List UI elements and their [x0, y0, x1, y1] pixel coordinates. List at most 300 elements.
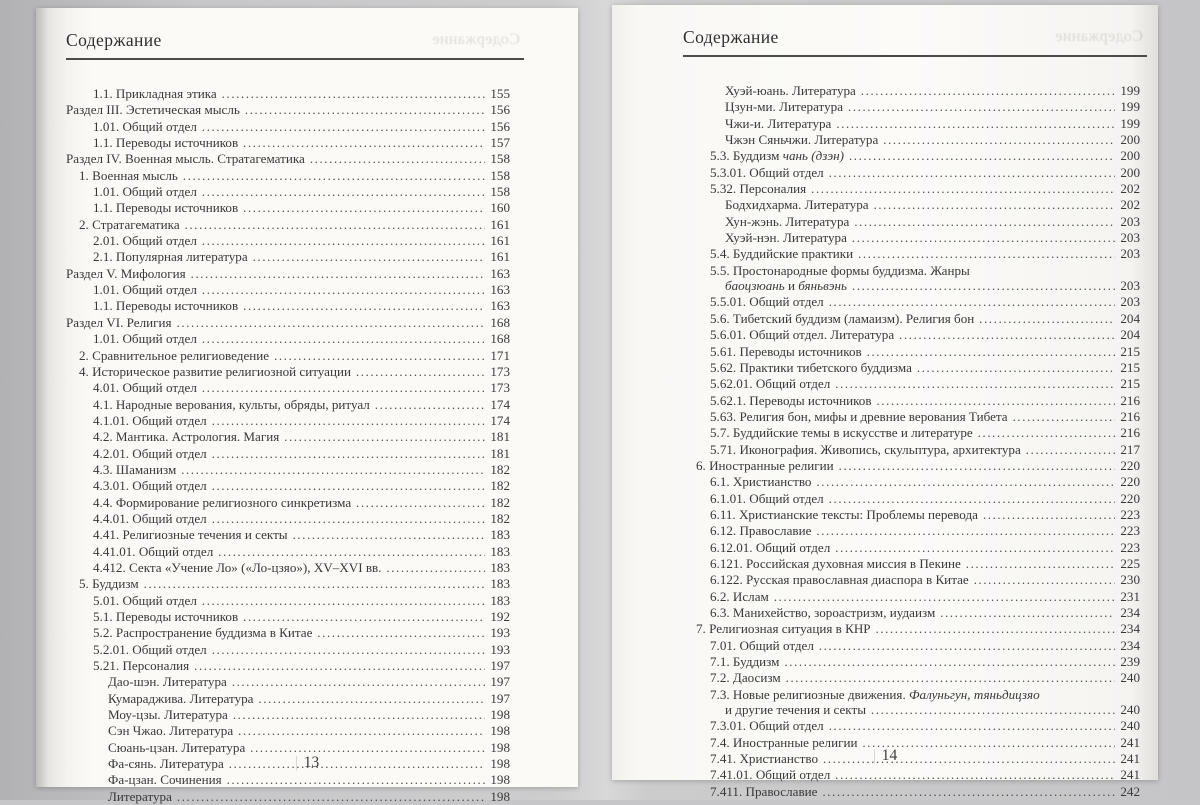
dot-leader [784, 654, 1115, 670]
toc-entry-page: 215 [1120, 376, 1140, 392]
page-header-title [683, 27, 1147, 57]
toc-entry-label: и другие течения и секты [725, 702, 867, 718]
toc-entry [683, 278, 1140, 294]
toc-entry-page: 158 [490, 184, 510, 200]
dot-leader [222, 86, 486, 102]
toc-entry-label: 6.11. Христианские тексты: Проблемы перевода [710, 506, 978, 522]
toc-entry-label: Чжи-и. Литература [725, 115, 832, 131]
toc-entry-label: 5. Буддизм [79, 576, 139, 592]
toc-entry-page: 217 [1120, 441, 1140, 457]
toc-entry-label: Бодхидхарма. Литература [725, 197, 869, 213]
toc-entry [66, 364, 510, 380]
toc-entry [66, 282, 510, 298]
toc-entry [683, 670, 1140, 686]
toc-entry [683, 556, 1140, 572]
header-title-text: Содержание [66, 30, 162, 50]
toc-entry [683, 784, 1140, 800]
dot-leader [177, 315, 486, 331]
dot-leader [202, 282, 485, 298]
toc-entry [683, 181, 1140, 197]
toc-entry-label: 7. Религиозная ситуация в КНР [696, 621, 871, 637]
toc-entry-page: 155 [490, 86, 510, 101]
toc-entry [66, 298, 510, 314]
toc-entry-label: 5.4. Буддийские практики [710, 246, 854, 262]
right-page-text-block [683, 27, 1147, 800]
toc-entry [66, 266, 510, 282]
toc-entry-page: 198 [490, 772, 510, 788]
toc-entry-page: 216 [1120, 408, 1140, 424]
toc-entry [683, 294, 1140, 310]
dot-leader [829, 165, 1116, 181]
dot-leader [974, 572, 1116, 588]
dot-leader [243, 609, 485, 625]
toc-entry [683, 425, 1140, 441]
toc-entry-page: 223 [1120, 523, 1140, 539]
dot-leader [811, 181, 1115, 197]
dot-leader [829, 294, 1116, 310]
toc-entry [683, 230, 1140, 246]
dot-leader [245, 102, 485, 118]
toc-entry-label: 6.1. Христианство [710, 474, 812, 490]
toc-entry-label: Хуэй-юань. Литература [725, 83, 856, 98]
dot-leader [979, 311, 1115, 327]
toc-entry-label: 6. Иностранные религии [696, 457, 834, 473]
toc-entry [66, 478, 510, 494]
toc-entry-page: 192 [490, 609, 510, 624]
toc-entry-label: 4.1. Народные верования, культы, обряды, ритуал [93, 396, 370, 412]
dot-leader [232, 674, 486, 690]
toc-entry-page: 168 [490, 314, 510, 330]
folio-page-number: 14 [881, 747, 898, 764]
dot-leader [356, 364, 485, 380]
toc-entry-page: 181 [490, 429, 510, 445]
toc-entry-label: 5.21. Персоналия [93, 658, 190, 674]
toc-entry-label: 7.01. Общий отдел [710, 637, 814, 653]
dot-leader [194, 658, 485, 674]
toc-entry [683, 116, 1140, 132]
toc-entry-label: 4.3.01. Общий отдел [93, 478, 207, 494]
toc-entry-page: 161 [490, 233, 510, 249]
toc-entry-label: 4.2. Мантика. Астрология. Магия [93, 429, 280, 445]
toc-entry [683, 311, 1140, 327]
toc-entry-page: 241 [1120, 751, 1140, 767]
dot-leader [317, 625, 485, 641]
toc-entry-page: 220 [1120, 490, 1140, 506]
left-page-scan [36, 8, 578, 804]
toc-entry [683, 702, 1140, 718]
toc-entry-label: Фа-сянь. Литература [108, 756, 224, 772]
dot-leader [212, 446, 486, 462]
toc-entry-label: 1.1. Переводы источников [93, 200, 239, 216]
toc-entry [683, 214, 1140, 230]
toc-entry [66, 446, 510, 462]
toc-entry [66, 593, 510, 609]
dot-leader [867, 344, 1116, 360]
dot-leader [243, 200, 485, 216]
toc-entry-label: 4.4. Формирование религиозного синкретизма [93, 494, 352, 510]
toc-entry [66, 249, 510, 265]
toc-entry-label: Раздел III. Эстетическая мысль [66, 102, 240, 118]
dot-leader [238, 723, 485, 739]
toc-entry-page: 193 [490, 641, 510, 657]
toc-entry-page: 241 [1120, 767, 1140, 783]
toc-entry [66, 527, 510, 543]
toc-entry-label: Сюань-цзан. Литература [108, 739, 246, 755]
dot-leader [191, 266, 486, 282]
toc-entry-page: 240 [1120, 670, 1140, 686]
toc-entry [66, 119, 510, 135]
toc-entry-label: Хуэй-нэн. Литература [725, 230, 847, 246]
toc-entry-label: 5.2.01. Общий отдел [93, 641, 207, 657]
toc-entry-label: 7.4. Иностранные религии [710, 734, 858, 750]
toc-entry-label: 1.01. Общий отдел [93, 282, 197, 298]
toc-entry-page: 183 [490, 559, 510, 575]
toc-entry-label: 2.01. Общий отдел [93, 233, 197, 249]
toc-entry-page: 173 [490, 363, 510, 379]
toc-entry-label: 6.2. Ислам [710, 588, 769, 604]
dot-leader [829, 491, 1116, 507]
toc-entry-label: 5.62.1. Переводы источников [710, 392, 872, 408]
toc-entry [683, 540, 1140, 556]
toc-entry-page: 197 [490, 690, 510, 706]
toc-entry-page: 174 [490, 396, 510, 412]
folio-bleedthrough-ghost: | [872, 747, 876, 764]
toc-entry-page: 223 [1120, 539, 1140, 555]
dot-leader [835, 540, 1115, 556]
toc-entry-label: 7.3.01. Общий отдел [710, 718, 824, 734]
toc-entry-page: 174 [490, 412, 510, 428]
toc-entry [66, 184, 510, 200]
dot-leader [183, 168, 485, 184]
toc-entry-label: 7.1. Буддизм [710, 654, 780, 670]
toc-entry [683, 572, 1140, 588]
folio [36, 754, 578, 772]
toc-entry [683, 99, 1140, 115]
dot-leader [375, 397, 486, 413]
toc-entry-label: Фа-цзан. Сочинения [108, 772, 222, 788]
toc-entry-page: 182 [490, 510, 510, 526]
toc-entry [66, 151, 510, 167]
toc-entry-label: 7.41.01. Общий отдел [710, 767, 831, 783]
toc-entry-page: 173 [490, 380, 510, 396]
toc-entry [66, 380, 510, 396]
toc-entry [683, 263, 1140, 278]
toc-entry [683, 442, 1140, 458]
header-bleedthrough-ghost: Содержание [432, 31, 520, 48]
dot-leader [876, 621, 1116, 637]
dot-leader [854, 214, 1115, 230]
toc-entry-label: 6.3. Манихейство, зороастризм, иудаизм [710, 605, 936, 620]
toc-entry-label: 7.3. Новые религиозные движения. Фалуньгун, тяньдицзяо [710, 686, 1040, 702]
toc-entry-label: 6.12. Православие [710, 523, 812, 539]
toc-entry [683, 474, 1140, 490]
toc-entry-label: Литература [108, 788, 172, 804]
toc-entry-label: 5.62. Практики тибетского буддизма [710, 359, 912, 375]
toc-entry-label: 6.12.01. Общий отдел [710, 539, 831, 555]
toc-entry-page: 203 [1120, 246, 1140, 262]
toc-entry-page: 182 [490, 494, 510, 510]
toc-entry-label: Раздел VI. Религия [66, 314, 172, 330]
toc-entry-page: 163 [490, 265, 510, 281]
toc-entry-page: 198 [490, 723, 510, 739]
toc-entry-page: 158 [490, 167, 510, 183]
toc-entry [683, 246, 1140, 262]
toc-entry-label: 1.1. Переводы источников [93, 298, 239, 314]
toc-entry [66, 102, 510, 118]
toc-entry-label: 1.1. Переводы источников [93, 135, 239, 151]
toc-entry-label: 5.5.01. Общий отдел [710, 294, 824, 310]
toc-entry [66, 707, 510, 723]
dot-leader [202, 119, 485, 135]
dot-leader [835, 376, 1115, 392]
dot-leader [202, 593, 485, 609]
toc-entry-label: 5.1. Переводы источников [93, 609, 239, 624]
dot-leader [839, 458, 1116, 474]
toc-entry-page: 225 [1120, 555, 1140, 571]
toc-entry-label: 4.4.01. Общий отдел [93, 510, 207, 526]
dot-leader [940, 605, 1115, 621]
toc-entry-page: 183 [490, 576, 510, 592]
header-bleedthrough-ghost: Содержание [1055, 28, 1143, 45]
toc-entry-page: 204 [1120, 327, 1140, 343]
toc-entry-label: 7.41. Христианство [710, 751, 819, 767]
page-header-title [66, 30, 524, 60]
toc-entry-label: 5.2. Распространение буддизма в Китае [93, 625, 313, 641]
toc-entry [683, 393, 1140, 409]
dot-leader [786, 670, 1116, 686]
toc-entry-page: 193 [490, 625, 510, 641]
toc-entry-label: 5.61. Переводы источников [710, 343, 862, 359]
toc-entry-page: 182 [490, 478, 510, 494]
toc-entry-page: 202 [1120, 181, 1140, 197]
toc-entry [66, 397, 510, 413]
toc-entry-label: 6.121. Российская духовная миссия в Пекине [710, 555, 961, 571]
toc-entry-page: 234 [1120, 637, 1140, 653]
toc-entry-label: 5.5. Простонародные формы буддизма. Жанры [710, 262, 970, 278]
toc-entry [66, 772, 510, 788]
dot-leader [774, 589, 1116, 605]
toc-entry-page: 203 [1120, 213, 1140, 229]
toc-entry-page: 199 [1120, 99, 1140, 115]
toc-entry-page: 220 [1120, 457, 1140, 473]
dot-leader [877, 393, 1116, 409]
dot-leader [212, 642, 486, 658]
toc-entry [66, 233, 510, 249]
toc-entry-label: Хун-жэнь. Литература [725, 213, 850, 229]
dot-leader [185, 217, 486, 233]
toc-entry-label: 5.7. Буддийские темы в искусстве и литературе [710, 425, 973, 441]
toc-entry [683, 589, 1140, 605]
toc-entry [66, 691, 510, 707]
toc-entry-page: 161 [490, 249, 510, 265]
dot-leader [202, 184, 485, 200]
toc-entry-page: 223 [1120, 506, 1140, 522]
dot-leader [293, 527, 486, 543]
toc-entry [66, 462, 510, 478]
toc-entry [66, 674, 510, 690]
dot-leader [983, 507, 1115, 523]
toc-entry-label: Сэн Чжао. Литература [108, 723, 234, 739]
dot-leader [819, 638, 1115, 654]
toc-entry [66, 544, 510, 560]
toc-entry-page: 171 [490, 347, 510, 363]
toc-entry [683, 132, 1140, 148]
dot-leader [966, 556, 1116, 572]
dot-leader [899, 327, 1115, 343]
toc-entry-page: 231 [1120, 588, 1140, 604]
toc-entry [683, 523, 1140, 539]
toc-entry-label: 2. Стратагематика [79, 216, 180, 232]
dot-leader [274, 348, 485, 364]
dot-leader [874, 197, 1116, 213]
toc-entry-label: 4.412. Секта «Учение Ло» («Ло-цзяо»), XV–XVI вв. [93, 559, 382, 575]
toc-entry-page: 240 [1120, 702, 1140, 718]
toc-entry-label: 1. Военная мысль [79, 167, 178, 183]
toc-entry-label: 5.6. Тибетский буддизм (ламаизм). Религия бон [710, 310, 975, 326]
toc-entry-page: 216 [1120, 425, 1140, 441]
toc-entry [66, 200, 510, 216]
toc-entry-label: 4.1.01. Общий отдел [93, 412, 207, 428]
toc-entry-page: 157 [490, 135, 510, 151]
toc-entry-label: 2. Сравнительное религиоведение [79, 347, 270, 363]
toc-entry-page: 160 [490, 200, 510, 216]
dot-leader [253, 249, 486, 265]
toc-entry-page: 215 [1120, 359, 1140, 375]
dot-leader [212, 413, 486, 429]
dot-leader [212, 511, 486, 527]
toc-entry-label: 5.6.01. Общий отдел. Литература [710, 327, 895, 343]
toc-entry-page: 168 [490, 331, 510, 347]
toc-entry-label: 7.2. Даосизм [710, 670, 781, 686]
toc-entry-page: 230 [1120, 572, 1140, 588]
dot-leader [861, 83, 1116, 99]
toc-entry-page: 215 [1120, 343, 1140, 359]
toc-entry-label: Цзун-ми. Литература [725, 99, 844, 115]
toc-entry [66, 331, 510, 347]
toc-entry-label: 5.01. Общий отдел [93, 592, 197, 608]
toc-entry [683, 165, 1140, 181]
toc-entry-page: 200 [1120, 132, 1140, 148]
folio-bleedthrough-ghost: | [294, 754, 298, 771]
toc-entry [683, 148, 1140, 164]
toc-entry-label: 4.01. Общий отдел [93, 380, 197, 396]
dot-leader [310, 151, 486, 167]
toc-entry [683, 458, 1140, 474]
dot-leader [883, 132, 1115, 148]
dot-leader [871, 702, 1115, 718]
toc-entry [66, 429, 510, 445]
toc-entry [683, 687, 1140, 702]
toc-entry-page: 163 [490, 282, 510, 298]
dot-leader [218, 544, 485, 560]
toc-entry-page: 203 [1120, 230, 1140, 246]
toc-entry [66, 625, 510, 641]
toc-entry [683, 621, 1140, 637]
toc-entry-label: 1.1. Прикладная этика [93, 86, 217, 101]
toc-entry-label: 7.411. Православие [710, 783, 818, 799]
dot-leader [243, 135, 485, 151]
dot-leader [243, 298, 485, 314]
toc-entry-label: 5.3.01. Общий отдел [710, 164, 824, 180]
dot-leader [227, 772, 486, 788]
toc-entry [66, 86, 510, 102]
toc-entry-page: 220 [1120, 474, 1140, 490]
toc-entry-page: 158 [490, 151, 510, 167]
toc-entry-label: 4.41.01. Общий отдел [93, 543, 214, 559]
dot-leader [356, 495, 485, 511]
toc-entry [66, 642, 510, 658]
toc-entry-page: 163 [490, 298, 510, 314]
toc-entry-page: 198 [490, 788, 510, 804]
dot-leader [848, 99, 1115, 115]
toc-entry-page: 239 [1120, 654, 1140, 670]
toc-entry [683, 767, 1140, 783]
dot-leader [978, 425, 1116, 441]
toc-entry-page: 183 [490, 543, 510, 559]
toc-entry-label: Кумараджива. Литература [108, 690, 254, 706]
toc-entry [66, 789, 510, 805]
toc-entry [683, 327, 1140, 343]
dot-leader [849, 148, 1115, 164]
toc-entry-page: 181 [490, 445, 510, 461]
toc-entry [66, 135, 510, 151]
toc-entry-page: 197 [490, 674, 510, 690]
toc-entry-label: Моу-цзы. Литература [108, 707, 228, 723]
folio-page-number: 13 [303, 754, 320, 771]
toc-entry-list [66, 86, 524, 805]
toc-entry-label: 5.62.01. Общий отдел [710, 376, 831, 392]
toc-entry-label: Раздел V. Мифология [66, 265, 186, 281]
toc-entry-page: 240 [1120, 718, 1140, 734]
toc-entry-page: 198 [490, 756, 510, 772]
toc-entry [66, 560, 510, 576]
toc-entry-page: 202 [1120, 197, 1140, 213]
toc-entry-page: 242 [1120, 783, 1140, 799]
toc-entry-page: 156 [490, 118, 510, 134]
dot-leader [212, 478, 486, 494]
right-page-scan [612, 5, 1158, 799]
toc-entry-label: 1.01. Общий отдел [93, 118, 197, 134]
toc-entry-label: баоцзюань и бяньвэнь [725, 278, 848, 294]
toc-entry-page: 200 [1120, 164, 1140, 180]
left-page-text-block [66, 30, 524, 805]
toc-entry [683, 197, 1140, 213]
toc-entry [66, 315, 510, 331]
toc-entry-label: 5.63. Религия бон, мифы и древние верования Тибета [710, 408, 1008, 424]
toc-entry-page: 198 [490, 707, 510, 723]
toc-entry [683, 83, 1140, 99]
toc-entry-page: 197 [490, 658, 510, 674]
toc-entry [683, 605, 1140, 621]
toc-entry [66, 413, 510, 429]
toc-entry [683, 409, 1140, 425]
toc-entry [66, 217, 510, 233]
toc-entry-page: 182 [490, 461, 510, 477]
dot-leader [829, 718, 1116, 734]
toc-entry-label: 6.1.01. Общий отдел [710, 490, 824, 506]
toc-entry-page: 234 [1120, 605, 1140, 620]
dot-leader [177, 789, 485, 805]
toc-entry-label: 5.3. Буддизм чань (дзэн) [710, 148, 844, 164]
toc-entry [683, 718, 1140, 734]
toc-entry-label: 4.3. Шаманизм [93, 461, 177, 477]
toc-entry-page: 183 [490, 592, 510, 608]
dot-leader [852, 278, 1115, 294]
toc-entry [683, 491, 1140, 507]
toc-entry [683, 360, 1140, 376]
toc-entry-page: 199 [1120, 83, 1140, 98]
dot-leader [835, 767, 1115, 783]
